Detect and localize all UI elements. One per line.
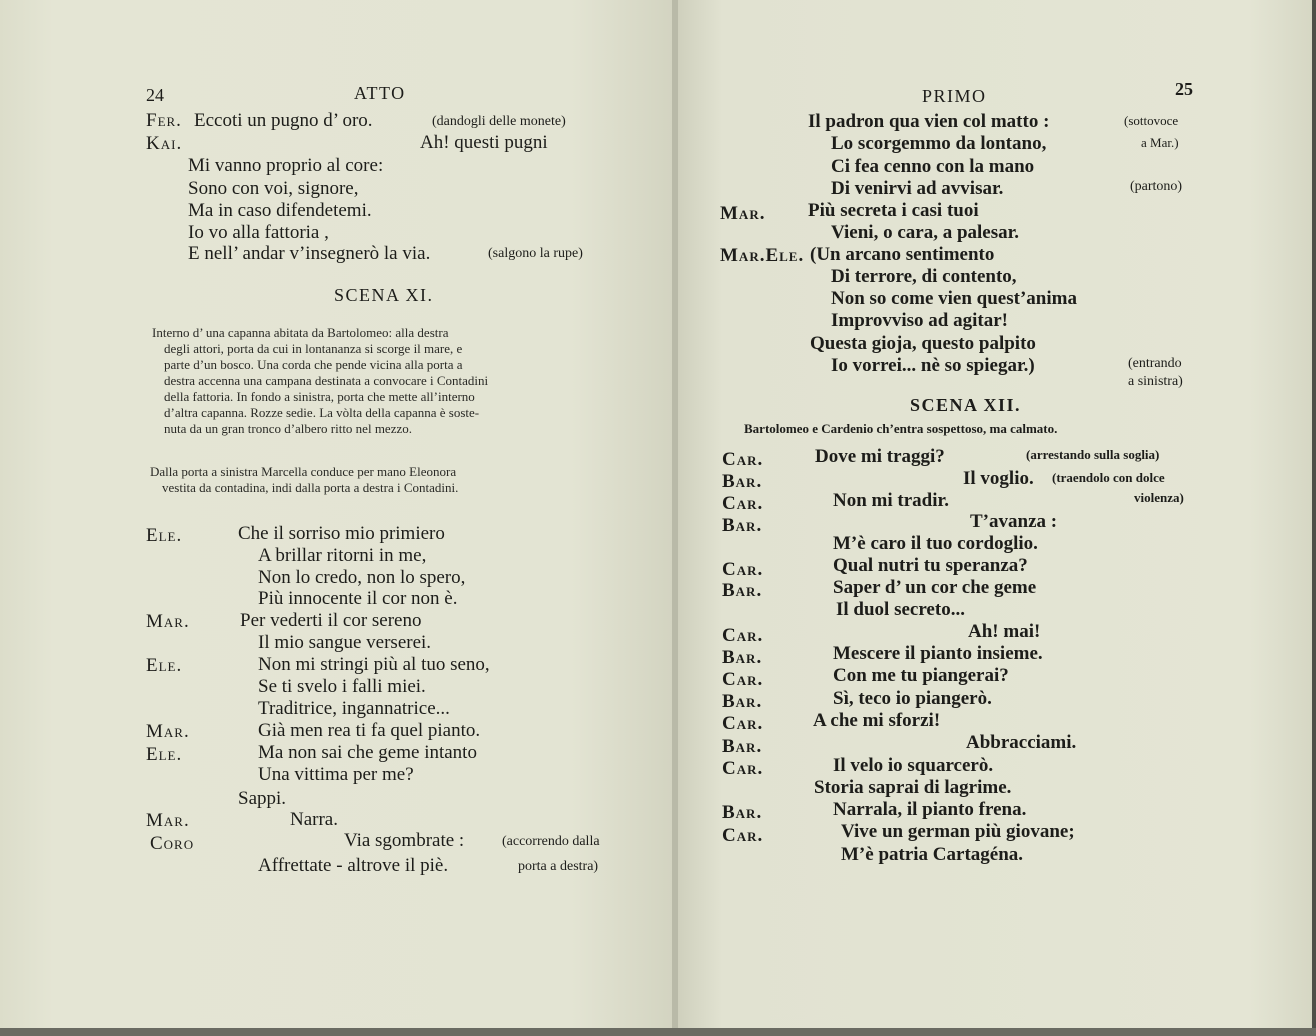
verse-line: T’avanza : (970, 511, 1058, 532)
stage-note: porta a destra) (518, 859, 599, 874)
speaker-label: Car. (722, 449, 764, 470)
speaker-label: Bar. (722, 471, 763, 492)
verse-line: Più secreta i casi tuoi (808, 200, 979, 221)
verse-line: Non mi stringi più al tuo seno, (258, 654, 490, 675)
verse-line: Vive un german più giovane; (841, 821, 1075, 842)
stage-direction-line: d’altra capanna. Rozze sedie. La vòlta della capanna è soste- (164, 405, 480, 420)
speaker-label: Car. (722, 669, 764, 690)
verse-line: Più innocente il cor non è. (258, 588, 458, 609)
scene-title: SCENA XI. (334, 285, 434, 305)
verse-line: Ma non sai che geme intanto (258, 742, 477, 763)
speaker-label: Mar. (146, 810, 190, 831)
stage-direction-line: nuta da un gran tronco d’albero ritto nel mezzo. (164, 421, 412, 436)
verse-line: Una vittima per me? (258, 764, 414, 785)
verse-line: Per vederti il cor sereno (240, 610, 422, 631)
verse-line: Mescere il pianto insieme. (833, 643, 1043, 664)
verse-line: Affrettate - altrove il piè. (258, 855, 449, 876)
verse-line: Ah! mai! (968, 621, 1041, 642)
stage-note: (accorrendo dalla (502, 834, 600, 849)
verse-line: Vieni, o cara, a palesar. (831, 222, 1020, 243)
stage-direction-line: Interno d’ una capanna abitata da Bartolomeo: alla destra (152, 325, 449, 340)
stage-note: (traendolo con dolce (1052, 470, 1165, 485)
speaker-label: Fer. (146, 110, 182, 131)
verse-line: Che il sorriso mio primiero (238, 523, 445, 544)
page-number: 25 (1175, 79, 1193, 99)
speaker-label: Ele. (146, 525, 183, 546)
stage-direction-line: vestita da contadina, indi dalla porta a destra i Contadini. (162, 480, 459, 495)
speaker-label: Bar. (722, 691, 763, 712)
stage-note: (entrando (1128, 356, 1182, 371)
verse-line: Sono con voi, signore, (188, 178, 359, 199)
verse-line: M’è caro il tuo cordoglio. (833, 533, 1038, 554)
verse-line: Qual nutri tu speranza? (833, 555, 1028, 576)
verse-line: Di venirvi ad avvisar. (831, 178, 1004, 199)
verse-line: Narra. (290, 809, 338, 830)
speaker-label: Mar.Ele. (720, 245, 805, 266)
stage-note: a Mar.) (1141, 135, 1179, 150)
stage-note: (sottovoce (1124, 113, 1179, 128)
speaker-label: Ele. (146, 655, 183, 676)
verse-line: (Un arcano sentimento (810, 244, 995, 265)
verse-line: Io vorrei... nè so spiegar.) (831, 355, 1035, 376)
verse-line: Lo scorgemmo da lontano, (831, 133, 1047, 154)
verse-line: Il voglio. (963, 468, 1034, 489)
running-head: PRIMO (922, 86, 987, 106)
verse-line: Ah! questi pugni (420, 132, 548, 153)
verse-line: Sappi. (238, 788, 287, 809)
speaker-label: Car. (722, 493, 764, 514)
speaker-label: Mar. (146, 611, 190, 632)
verse-line: E nell’ andar v’insegnerò la via. (188, 243, 431, 264)
verse-line: Storia saprai di lagrime. (814, 777, 1012, 798)
book-edge-shadow (0, 1028, 1316, 1036)
verse-line: M’è patria Cartagéna. (841, 844, 1024, 865)
speaker-label: Kai. (146, 133, 183, 154)
verse-line: Il padron qua vien col matto : (808, 111, 1050, 132)
verse-line: Non so come vien quest’anima (831, 288, 1077, 309)
speaker-label: Mar. (146, 721, 190, 742)
verse-line: Non lo credo, non lo spero, (258, 567, 466, 588)
verse-line: Saper d’ un cor che geme (833, 577, 1037, 598)
stage-direction-line: parte d’un bosco. Una corda che pende vicina alla porta a (164, 357, 463, 372)
speaker-label: Bar. (722, 647, 763, 668)
verse-line: Il duol secreto... (836, 599, 965, 620)
stage-note: (dandogli delle monete) (432, 114, 566, 129)
running-head: ATTO (354, 83, 406, 103)
verse-line: Abbracciami. (966, 732, 1077, 753)
verse-line: Con me tu piangerai? (833, 665, 1009, 686)
page-number: 24 (146, 85, 164, 105)
speaker-label: Bar. (722, 515, 763, 536)
verse-line: Improvviso ad agitar! (831, 310, 1008, 331)
verse-line: Questa gioja, questo palpito (810, 333, 1036, 354)
speaker-label: Mar. (720, 203, 766, 224)
verse-line: Dove mi traggi? (815, 446, 945, 467)
verse-line: Di terrore, di contento, (831, 266, 1017, 287)
verse-line: Ma in caso difendetemi. (188, 200, 372, 221)
verse-line: Il mio sangue verserei. (258, 632, 432, 653)
verse-line: Via sgombrate : (344, 830, 465, 851)
speaker-label: Car. (722, 758, 764, 779)
stage-note: violenza) (1134, 490, 1184, 505)
stage-note: a sinistra) (1128, 374, 1183, 389)
stage-direction-line: della fattoria. In fondo a sinistra, porta che mette all’interno (164, 389, 475, 404)
verse-line: Eccoti un pugno d’ oro. (194, 110, 373, 131)
verse-line: Il velo io squarcerò. (833, 755, 994, 776)
speaker-label: Bar. (722, 736, 763, 757)
stage-note: (arrestando sulla soglia) (1026, 447, 1160, 462)
verse-line: Mi vanno proprio al core: (188, 155, 384, 176)
speaker-label: Bar. (722, 580, 763, 601)
scene-title: SCENA XII. (910, 395, 1022, 415)
verse-line: Sì, teco io piangerò. (833, 688, 992, 709)
stage-direction-line: degli attori, porta da cui in lontananza si scorge il mare, e (164, 341, 463, 356)
speaker-label: Car. (722, 625, 764, 646)
speaker-label: Car. (722, 559, 764, 580)
speaker-label: Car. (722, 825, 764, 846)
stage-direction-line: Dalla porta a sinistra Marcella conduce per mano Eleonora (150, 464, 457, 479)
verse-line: Già men rea ti fa quel pianto. (258, 720, 481, 741)
stage-note: (salgono la rupe) (488, 246, 583, 261)
verse-line: Ci fea cenno con la mano (831, 156, 1035, 177)
verse-line: A che mi sforzi! (813, 710, 941, 731)
speaker-label: Car. (722, 713, 764, 734)
verse-line: Io vo alla fattoria , (188, 222, 329, 243)
scene-subtitle: Bartolomeo e Cardenio ch’entra sospettoso, ma calmato. (744, 421, 1058, 436)
right-page (678, 0, 1312, 1036)
speaker-label: Bar. (722, 802, 763, 823)
speaker-label: Ele. (146, 744, 183, 765)
speaker-label: Coro (150, 833, 195, 854)
verse-line: Non mi tradir. (833, 490, 949, 511)
verse-line: Narrala, il pianto frena. (833, 799, 1027, 820)
verse-line: A brillar ritorni in me, (258, 545, 427, 566)
verse-line: Se ti svelo i falli miei. (258, 676, 426, 697)
stage-direction-line: destra accenna una campana destinata a convocare i Contadini (164, 373, 489, 388)
verse-line: Traditrice, ingannatrice... (258, 698, 450, 719)
stage-note: (partono) (1130, 179, 1183, 194)
